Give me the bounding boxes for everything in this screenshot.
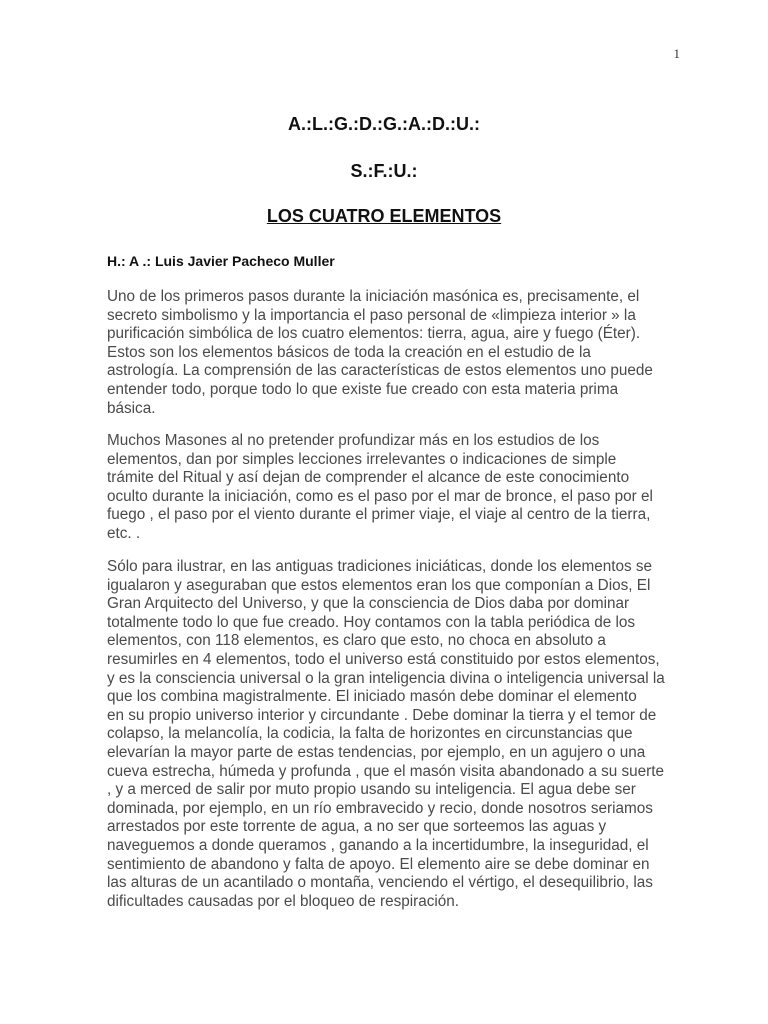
- paragraph: [107, 432, 687, 544]
- paragraph-line: secreto simbolismo y la importancia el paso personal de «limpieza interior » la: [107, 306, 636, 324]
- paragraph-line: las alturas de un acantilado o montaña, venciendo el vértigo, el desequilibrio, las: [107, 874, 653, 892]
- paragraph-line: totalmente todo lo que fue creado. Hoy contamos con la tabla periódica de los: [107, 613, 636, 631]
- paragraph-line: entender todo, porque todo lo que existe fue creado con esta materia prima: [107, 380, 619, 398]
- paragraph-line: Sólo para ilustrar, en las antiguas tradiciones iniciáticas, donde los elementos se: [107, 558, 653, 575]
- paragraph-line: Uno de los primeros pasos durante la iniciación masónica es, precisamente, el: [107, 288, 640, 305]
- paragraph-line: Gran Arquitecto del Universo, y que la consciencia de Dios daba por dominar: [107, 595, 630, 613]
- paragraph-line: Muchos Masones al no pretender profundizar más en los estudios de los: [107, 432, 600, 449]
- paragraph-line: elevarían la mayor parte de estas tendencias, por ejemplo, en un agujero o una: [107, 743, 646, 761]
- paragraph: [107, 558, 687, 911]
- paragraph-line: elementos, dan por simples lecciones irrelevantes o indicaciones de simple: [107, 450, 617, 468]
- paragraph-line: fuego , el paso por el viento durante el primer viaje, el viaje al centro de la tierra,: [107, 506, 651, 524]
- paragraph-line: básica.: [107, 399, 156, 417]
- paragraph-line: en su propio universo interior y circundante . Debe dominar la tierra y el temor de: [107, 706, 657, 724]
- salutation-heading: S.:F.:U.:: [350, 161, 418, 181]
- lodge-heading: A.:L.:G.:D.:G.:A.:D.:U.:: [288, 114, 480, 134]
- paragraph-line: colapso, la melancolía, la codicia, la falta de horizontes en circunstancias que: [107, 725, 633, 743]
- paragraph-line: naveguemos a donde queramos , ganando a la incertidumbre, la inseguridad, el: [107, 836, 649, 854]
- paragraph-line: igualaron y aseguraban que estos elementos eran los que componían a Dios, El: [107, 576, 651, 594]
- paragraph-line: resumirles en 4 elementos, todo el universo está constituido por estos elementos,: [107, 650, 660, 668]
- page-number: 1: [673, 46, 680, 61]
- author-line: H.: A .: Luis Javier Pacheco Muller: [107, 253, 335, 269]
- paragraph-line: purificación simbólica de los cuatro elementos: tierra, agua, aire y fuego (Éter).: [107, 325, 641, 343]
- paragraph-line: Estos son los elementos básicos de toda la creación en el estudio de la: [107, 343, 591, 361]
- paragraph-line: elementos, con 118 elementos, es claro que esto, no choca en absoluto a: [107, 632, 606, 650]
- paragraph-line: , y a merced de salir por muto propio usando su inteligencia. El agua debe ser: [107, 781, 636, 799]
- paragraph-line: dificultades causadas por el bloqueo de respiración.: [107, 892, 460, 910]
- paragraph-line: que los combina magistralmente. El iniciado masón debe dominar el elemento: [107, 688, 637, 706]
- paragraph-line: arrestados por este torrente de agua, a no ser que sorteemos las aguas y: [107, 818, 607, 836]
- paragraph: [107, 288, 687, 418]
- paragraph-line: etc. .: [107, 524, 141, 542]
- paragraph-line: sentimiento de abandono y falta de apoyo. El elemento aire se debe dominar en: [107, 855, 650, 873]
- paragraph-line: oculto durante la iniciación, como es el paso por el mar de bronce, el paso por el: [107, 487, 653, 505]
- paragraph-line: y es la consciencia universal o la gran inteligencia divina o inteligencia universal la: [107, 669, 665, 687]
- paragraph-line: cueva estrecha, húmeda y profunda , que el masón visita abandonado a su suerte: [107, 762, 664, 780]
- paragraph-line: astrología. La comprensión de las características de estos elementos uno puede: [107, 362, 653, 380]
- paragraph-line: dominada, por ejemplo, en un río embravecido y recio, donde nosotros seriamos: [107, 799, 653, 817]
- paragraph-line: trámite del Ritual y así dejan de comprender el alcance de este conocimiento: [107, 469, 630, 487]
- document-title: LOS CUATRO ELEMENTOS: [266, 206, 502, 226]
